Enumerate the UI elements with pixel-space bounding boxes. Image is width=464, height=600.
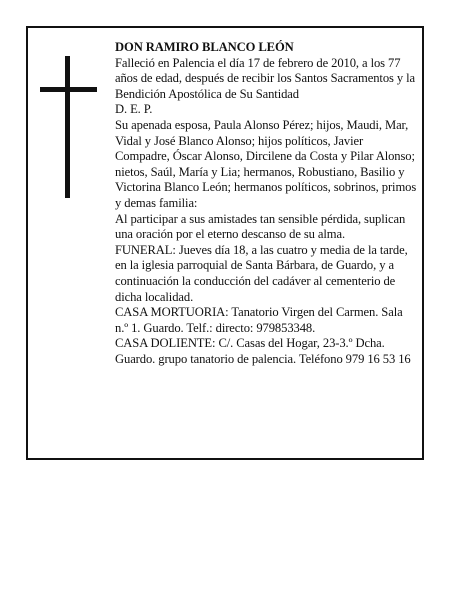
cross-vertical-bar xyxy=(65,56,70,198)
mourning-house-details: CASA DOLIENTE: C/. Casas del Hogar, 23-3.º Dcha. Guardo. grupo tanatorio de palencia. Teléfono 979 16 53 16 xyxy=(115,336,411,366)
cross-icon xyxy=(40,56,100,198)
funeral-home-details: CASA MORTUORIA: Tanatorio Virgen del Carmen. Sala n.º 1. Guardo. Telf.: directo: 979853348. xyxy=(115,305,403,335)
prayer-request: Al participar a sus amistades tan sensible pérdida, suplican una oración por el eterno descanso de su alma. xyxy=(115,211,406,242)
notice-text xyxy=(115,40,417,367)
rest-in-peace: D. E. P. xyxy=(115,102,153,117)
family-list: Su apenada esposa, Paula Alonso Pérez; hijos, Maudi, Mar, Vidal y José Blanco Alonso; hijos políticos, Javier Compadre, Óscar Alonso, Dircilene da Costa y Pilar Alonso; nietos, Saúl, María y Lia; hermanos, Robustiano, Basilio y Victorina Blanco León; hermanos políticos, sobrinos, primos y demas familia: xyxy=(115,117,417,210)
death-notice: Falleció en Palencia el día 17 de febrero de 2010, a los 77 años de edad, después de recibir los Santos Sacramentos y la Bendición Apostólica de Su Santidad xyxy=(115,55,416,101)
cross-horizontal-bar xyxy=(40,87,97,92)
deceased-name: DON RAMIRO BLANCO LEÓN xyxy=(115,40,294,54)
obituary-notice xyxy=(26,26,424,460)
funeral-details: FUNERAL: Jueves día 18, a las cuatro y media de la tarde, en la iglesia parroquial de Santa Bárbara, de Guardo, y a continuación la conducción del cadáver al cementerio de dicha localidad. xyxy=(115,242,408,304)
